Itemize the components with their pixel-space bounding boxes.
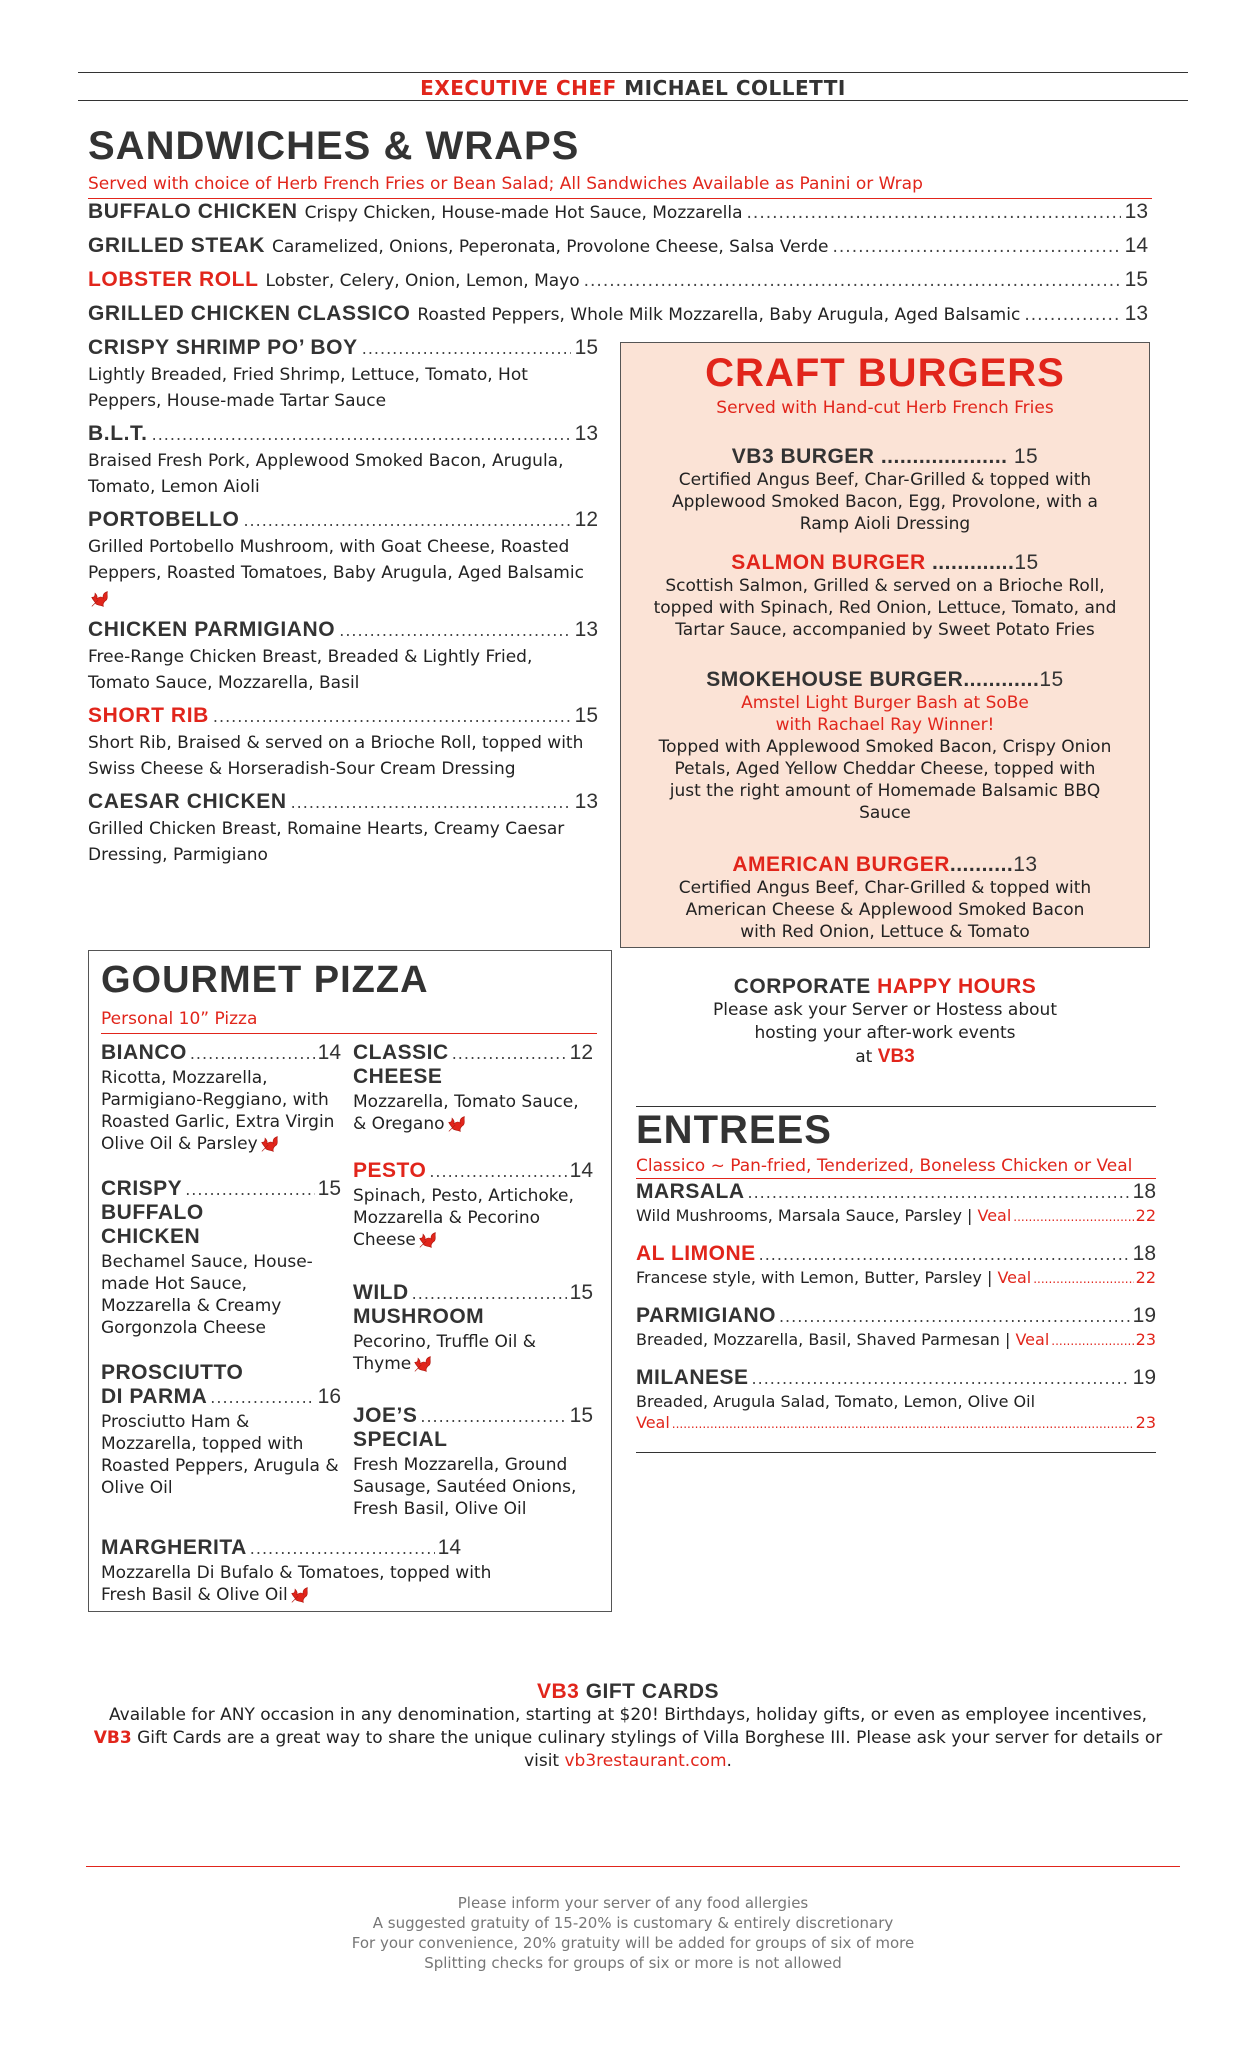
pizza-item-bianco xyxy=(101,1041,341,1155)
footer-line-checks: Splitting checks for groups of six or more is not allowed xyxy=(424,1954,842,1972)
sandwiches-rule xyxy=(88,198,1152,199)
item-name-line2: DI PARMA xyxy=(101,1385,208,1408)
header-bottom-rule xyxy=(78,100,1188,101)
item-price: 18 xyxy=(1132,1242,1156,1265)
item-price: 12 xyxy=(574,508,598,531)
leader-dots xyxy=(752,1369,1130,1388)
leader-dots xyxy=(1033,1272,1133,1286)
gift-line-3: visit xyxy=(524,1751,560,1771)
menu-item-crispy-shrimp-po-boy xyxy=(88,336,598,414)
entree-al-limone xyxy=(636,1242,1156,1287)
item-desc: Grilled Chicken Breast, Romaine Hearts, Creamy Caesar Dressing, Parmigiano xyxy=(88,819,565,865)
item-name: PESTO xyxy=(353,1159,427,1182)
item-name: MARGHERITA xyxy=(101,1536,247,1559)
entree-milanese xyxy=(636,1366,1156,1432)
item-price: 19 xyxy=(1132,1366,1156,1389)
item-name: LOBSTER ROLL xyxy=(88,268,259,291)
footer-rule xyxy=(86,1866,1180,1867)
burgers-subtitle: Served with Hand-cut Herb French Fries xyxy=(716,398,1054,418)
item-name: GRILLED CHICKEN CLASSICO xyxy=(88,302,411,325)
item-desc: Wild Mushrooms, Marsala Sauce, Parsley | xyxy=(636,1206,973,1225)
leader-dots xyxy=(412,1284,567,1303)
item-name: WILD xyxy=(353,1281,409,1304)
corporate-line-3: at xyxy=(855,1047,873,1067)
burger-name: VB3 BURGER xyxy=(731,445,875,468)
craft-burgers-box xyxy=(620,342,1150,948)
veal-price: 22 xyxy=(1135,1206,1156,1225)
leader-dots xyxy=(420,1407,566,1426)
veal-label: Veal xyxy=(636,1413,670,1432)
item-desc: Ricotta, Mozzarella, Parmigiano-Reggiano, with Roasted Garlic, Extra Virgin Olive Oil & Parsley xyxy=(101,1068,335,1154)
item-price: 15 xyxy=(574,704,598,727)
item-name-line3: CHICKEN xyxy=(101,1225,201,1248)
website-link[interactable]: vb3restaurant.com xyxy=(564,1751,727,1771)
burger-smokehouse: SMOKEHOUSE BURGER............15 Amstel Light Burger Bash at SoBe with Rachael Ray Winner! Topped with Applewood Smoked Bacon, Crispy Onion Petals, Aged Yellow Cheddar Cheese, topped with just the right amount of Homemade Balsamic BBQ Sauce xyxy=(621,668,1149,824)
leader-dots xyxy=(291,793,571,812)
burger-desc: Scottish Salmon, Grilled & served on a Brioche Roll, topped with Spinach, Red Onion, Lettuce, Tomato, and Tartar Sauce, accompanied by Sweet Potato Fries xyxy=(653,576,1117,640)
item-name: PARMIGIANO xyxy=(636,1304,776,1327)
leader-dots xyxy=(250,1539,435,1558)
item-desc: Bechamel Sauce, House-made Hot Sauce, Mozzarella & Creamy Gorgonzola Cheese xyxy=(101,1252,313,1338)
leader-dots xyxy=(1024,305,1120,325)
footer-notes xyxy=(78,1893,1188,1973)
item-price: 16 xyxy=(317,1385,341,1408)
executive-chef-label: EXECUTIVE CHEF xyxy=(420,76,617,100)
entree-parmigiano xyxy=(636,1304,1156,1349)
burger-desc: Certified Angus Beef, Char-Grilled & topped with Applewood Smoked Bacon, Egg, Provolone, with a Ramp Aioli Dressing xyxy=(672,470,1098,534)
footer-line-allergies: Please inform your server of any food allergies xyxy=(457,1894,809,1912)
item-desc: Crispy Chicken, House-made Hot Sauce, Mozzarella xyxy=(304,203,743,223)
leader-dots xyxy=(243,511,570,530)
item-price: 15 xyxy=(574,336,598,359)
veal-label: Veal xyxy=(977,1206,1012,1225)
item-name: BIANCO xyxy=(101,1041,187,1064)
veal-price: 22 xyxy=(1135,1268,1156,1287)
item-name: PORTOBELLO xyxy=(88,508,240,531)
leader-dots xyxy=(429,1162,566,1181)
entrees-title: ENTREES xyxy=(636,1108,832,1152)
leader-dots xyxy=(213,707,571,726)
corporate-title: CORPORATE xyxy=(733,975,871,998)
leader-dots xyxy=(210,1388,314,1407)
sandwiches-title: SANDWICHES & WRAPS xyxy=(88,124,580,168)
item-price: 13 xyxy=(574,790,598,813)
item-desc: Lobster, Celery, Onion, Lemon, Mayo xyxy=(265,271,580,291)
leader-dots xyxy=(748,1183,1130,1202)
executive-chef-line xyxy=(78,76,1188,100)
item-price: 15 xyxy=(569,1404,593,1427)
burger-price: 15 xyxy=(1039,668,1064,691)
leader-dots xyxy=(779,1307,1130,1326)
corporate-line-2: hosting your after-work events xyxy=(754,1023,1016,1043)
item-name: GRILLED STEAK xyxy=(88,234,265,257)
pizza-item-classic-cheese xyxy=(353,1041,593,1135)
item-name-line2: BUFFALO xyxy=(101,1201,204,1224)
pizza-subtitle: Personal 10” Pizza xyxy=(101,1009,258,1029)
burger-desc: Certified Angus Beef, Char-Grilled & topped with American Cheese & Applewood Smoked Bacon with Red Onion, Lettuce & Tomato xyxy=(678,878,1092,942)
item-name: B.L.T. xyxy=(88,422,148,445)
item-desc: Breaded, Arugula Salad, Tomato, Lemon, Olive Oil xyxy=(636,1392,1036,1411)
item-desc: Spinach, Pesto, Artichoke, Mozzarella & Pecorino Cheese xyxy=(353,1186,574,1250)
item-price: 13 xyxy=(574,422,598,445)
menu-item-blt xyxy=(88,422,598,500)
footer-line-groups: For your convenience, 20% gratuity will be added for groups of six of more xyxy=(351,1934,915,1952)
leader-dots xyxy=(1051,1334,1133,1348)
item-price: 14 xyxy=(1124,234,1148,257)
corporate-line-1: Please ask your Server or Hostess about xyxy=(712,1000,1057,1020)
leader-dots xyxy=(339,621,570,640)
burger-name: SMOKEHOUSE BURGER xyxy=(706,668,964,691)
pizza-rule xyxy=(101,1033,597,1034)
burgers-title: CRAFT BURGERS xyxy=(705,351,1065,395)
leader-dots xyxy=(362,339,571,358)
pizza-item-margherita xyxy=(101,1536,501,1606)
menu-item-grilled-steak xyxy=(88,234,1148,258)
item-name-line2: SPECIAL xyxy=(353,1428,448,1451)
item-price: 15 xyxy=(569,1281,593,1304)
item-name: SHORT RIB xyxy=(88,704,209,727)
autumn-leaf-icon xyxy=(90,590,110,608)
item-name: CLASSIC xyxy=(353,1041,449,1064)
chef-name: MICHAEL COLLETTI xyxy=(624,76,846,100)
gift-line-2: Gift Cards are a great way to share the unique culinary stylings of Villa Borghese III. Please ask your server for details or xyxy=(137,1728,1163,1748)
gift-line-1: Available for ANY occasion in any denomination, starting at $20! Birthdays, holiday gifts, or even as employee incentives, xyxy=(109,1705,1147,1725)
leader-dots xyxy=(833,237,1121,257)
burger-name: AMERICAN BURGER xyxy=(732,853,950,876)
item-desc: Grilled Portobello Mushroom, with Goat Cheese, Roasted Peppers, Roasted Tomatoes, Baby Arugula, Aged Balsamic xyxy=(88,537,584,583)
leader-dots xyxy=(185,1180,314,1199)
autumn-leaf-icon xyxy=(290,1586,310,1604)
autumn-leaf-icon xyxy=(418,1231,438,1249)
gift-line-3-end: . xyxy=(726,1751,732,1771)
gift-cards-title: GIFT CARDS xyxy=(585,1680,720,1703)
autumn-leaf-icon xyxy=(260,1135,280,1153)
burger-award-note: Amstel Light Burger Bash at SoBe with Rachael Ray Winner! xyxy=(741,693,1029,735)
burger-salmon: SALMON BURGER .............15 Scottish Salmon, Grilled & served on a Brioche Roll, topped with Spinach, Red Onion, Lettuce, Tomato, and Tartar Sauce, accompanied by Sweet Potato Fries xyxy=(621,551,1149,641)
veal-label: Veal xyxy=(1015,1330,1050,1349)
burger-desc: Topped with Applewood Smoked Bacon, Crispy Onion Petals, Aged Yellow Cheddar Cheese, topped with just the right amount of Homemade Balsamic BBQ Sauce xyxy=(658,737,1112,823)
menu-item-grilled-chicken-classico xyxy=(88,302,1148,326)
item-name-line2: CHEESE xyxy=(353,1065,443,1088)
item-desc: Short Rib, Braised & served on a Brioche Roll, topped with Swiss Cheese & Horseradish-Sour Cream Dressing xyxy=(88,733,584,779)
pizza-item-prosciutto-di-parma xyxy=(101,1361,341,1499)
gift-cards-section xyxy=(78,1680,1178,1773)
autumn-leaf-icon xyxy=(447,1115,467,1133)
item-desc: Fresh Mozzarella, Ground Sausage, Sautéed Onions, Fresh Basil, Olive Oil xyxy=(353,1455,577,1519)
item-desc: Braised Fresh Pork, Applewood Smoked Bacon, Arugula, Tomato, Lemon Aioli xyxy=(88,451,564,497)
entrees-rule xyxy=(636,1178,1156,1179)
menu-item-short-rib xyxy=(88,704,598,782)
item-desc: Prosciutto Ham & Mozzarella, topped with Roasted Peppers, Arugula & Olive Oil xyxy=(101,1412,339,1498)
corporate-happy-hours xyxy=(620,975,1150,1069)
pizza-item-joes-special xyxy=(353,1404,593,1520)
burger-price: 15 xyxy=(1013,445,1039,468)
item-name: CRISPY xyxy=(101,1177,183,1200)
veal-label: Veal xyxy=(997,1268,1032,1287)
item-price: 13 xyxy=(1124,302,1148,325)
menu-item-buffalo-chicken xyxy=(88,200,1148,224)
item-name: PROSCIUTTO xyxy=(101,1361,244,1384)
entrees-bottom-rule xyxy=(636,1452,1156,1453)
burger-american: AMERICAN BURGER..........13 Certified Angus Beef, Char-Grilled & topped with American Cheese & Applewood Smoked Bacon with Red Onion, Lettuce & Tomato xyxy=(621,853,1149,943)
burger-price: 15 xyxy=(1014,551,1039,574)
leader-dots xyxy=(452,1044,567,1063)
entree-marsala xyxy=(636,1180,1156,1225)
leader-dots xyxy=(584,271,1121,291)
item-price: 14 xyxy=(569,1159,593,1182)
leader-dots xyxy=(759,1245,1130,1264)
item-desc: Mozzarella, Tomato Sauce, & Oregano xyxy=(353,1092,579,1134)
item-price: 19 xyxy=(1132,1304,1156,1327)
item-name: CHICKEN PARMIGIANO xyxy=(88,618,336,641)
item-price: 15 xyxy=(1124,268,1148,291)
burger-vb3: VB3 BURGER .................... 15 Certified Angus Beef, Char-Grilled & topped with Applewood Smoked Bacon, Egg, Provolone, with a Ramp Aioli Dressing xyxy=(621,445,1149,535)
footer-line-gratuity: A suggested gratuity of 15-20% is customary & entirely discretionary xyxy=(372,1914,894,1932)
item-price: 12 xyxy=(569,1041,593,1064)
leader-dots xyxy=(152,425,571,444)
item-price: 18 xyxy=(1132,1180,1156,1203)
leader-dots xyxy=(1013,1210,1133,1224)
leader-dots xyxy=(672,1417,1134,1431)
item-name: MARSALA xyxy=(636,1180,745,1203)
pizza-item-wild-mushroom xyxy=(353,1281,593,1375)
entrees-subtitle: Classico ~ Pan-fried, Tenderized, Boneless Chicken or Veal xyxy=(636,1156,1133,1176)
item-price: 13 xyxy=(574,618,598,641)
entrees-top-rule xyxy=(636,1106,1156,1107)
menu-item-portobello xyxy=(88,508,598,612)
item-price: 13 xyxy=(1124,200,1148,223)
happy-hours-title: HAPPY HOURS xyxy=(877,975,1037,998)
item-desc: Francese style, with Lemon, Butter, Parsley | xyxy=(636,1268,993,1287)
item-name: MILANESE xyxy=(636,1366,749,1389)
vb3-brand: VB3 xyxy=(877,1046,915,1067)
item-desc: Lightly Breaded, Fried Shrimp, Lettuce, Tomato, Hot Peppers, House-made Tartar Sauce xyxy=(88,365,528,411)
item-desc: Mozzarella Di Bufalo & Tomatoes, topped with Fresh Basil & Olive Oil xyxy=(101,1563,492,1605)
veal-price: 23 xyxy=(1135,1330,1156,1349)
item-price: 15 xyxy=(317,1177,341,1200)
burger-name: SALMON BURGER xyxy=(731,551,926,574)
item-desc: Roasted Peppers, Whole Milk Mozzarella, Baby Arugula, Aged Balsamic xyxy=(417,305,1021,325)
autumn-leaf-icon xyxy=(413,1355,433,1373)
gourmet-pizza-box xyxy=(88,950,612,1612)
item-name: AL LIMONE xyxy=(636,1242,756,1265)
item-desc: Breaded, Mozzarella, Basil, Shaved Parmesan | xyxy=(636,1330,1011,1349)
item-name: BUFFALO CHICKEN xyxy=(88,200,298,223)
vb3-brand: VB3 xyxy=(536,1680,580,1703)
pizza-title: GOURMET PIZZA xyxy=(101,959,429,1001)
menu-item-lobster-roll xyxy=(88,268,1148,292)
pizza-item-crispy-buffalo-chicken xyxy=(101,1177,341,1339)
sandwiches-subtitle: Served with choice of Herb French Fries or Bean Salad; All Sandwiches Available as Panini or Wrap xyxy=(88,174,923,194)
item-desc: Free-Range Chicken Breast, Breaded & Lightly Fried, Tomato Sauce, Mozzarella, Basil xyxy=(88,647,533,693)
item-desc: Caramelized, Onions, Peperonata, Provolone Cheese, Salsa Verde xyxy=(271,237,829,257)
vb3-brand: VB3 xyxy=(93,1728,132,1748)
menu-item-chicken-parmigiano xyxy=(88,618,598,696)
item-name: CAESAR CHICKEN xyxy=(88,790,287,813)
item-name-line2: MUSHROOM xyxy=(353,1305,485,1328)
leader-dots xyxy=(747,203,1121,223)
item-desc: Pecorino, Truffle Oil & Thyme xyxy=(353,1332,536,1374)
header-top-rule xyxy=(78,72,1188,73)
burger-price: 13 xyxy=(1013,853,1038,876)
veal-price: 23 xyxy=(1135,1413,1156,1432)
pizza-item-pesto xyxy=(353,1159,593,1251)
item-name: JOE’S xyxy=(353,1404,418,1427)
item-name: CRISPY SHRIMP PO’ BOY xyxy=(88,336,358,359)
item-price: 14 xyxy=(317,1041,341,1064)
leader-dots xyxy=(190,1044,315,1063)
item-price: 14 xyxy=(437,1536,461,1559)
menu-item-caesar-chicken xyxy=(88,790,598,868)
